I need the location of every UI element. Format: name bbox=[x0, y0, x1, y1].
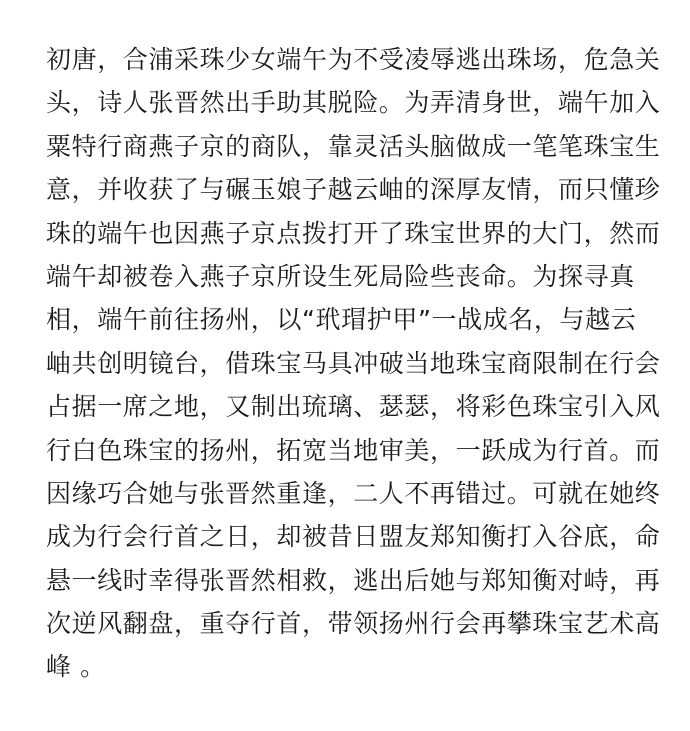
text-line: 端午却被卷入燕子京所设生死局险些丧命。为探寻真 bbox=[46, 261, 635, 291]
text-line: 初唐，合浦采珠少女端午为不受凌辱逃出珠场，危急关 bbox=[46, 45, 661, 74]
text-line: 占据一席之地，又制出琉璃、瑟瑟，将彩色珠宝引入风 bbox=[46, 392, 661, 422]
text-line: 次逆风翻盘，重夺行首，带领扬州行会再攀珠宝艺术高 bbox=[46, 609, 661, 639]
text-line: 粟特行商燕子京的商队，靠灵活头脑做成一笔笔珠宝生 bbox=[46, 131, 661, 161]
text-line: 峰 。 bbox=[46, 652, 106, 682]
text-line: 因缘巧合她与张晋然重逢，二人不再错过。可就在她终 bbox=[46, 478, 661, 508]
synopsis-text-block bbox=[46, 38, 661, 689]
text-line: 珠的端午也因燕子京点拨打开了珠宝世界的大门，然而 bbox=[46, 218, 661, 248]
text-line: 行白色珠宝的扬州，拓宽当地审美，一跃成为行首。而 bbox=[46, 435, 661, 465]
text-line: 意，并收获了与碾玉娘子越云岫的深厚友情，而只懂珍 bbox=[46, 175, 661, 205]
text-line: 悬一线时幸得张晋然相救，逃出后她与郑知衡对峙，再 bbox=[46, 565, 661, 595]
text-line: 岫共创明镜台，借珠宝马具冲破当地珠宝商限制在行会 bbox=[46, 348, 661, 378]
text-line: 成为行会行首之日，却被昔日盟友郑知衡打入谷底，命 bbox=[46, 522, 661, 552]
text-line: 相，端午前往扬州，以“玳瑁护甲”一战成名，与越云 bbox=[46, 305, 637, 335]
text-line: 头，诗人张晋然出手助其脱险。为弄清身世，端午加入 bbox=[46, 88, 661, 118]
